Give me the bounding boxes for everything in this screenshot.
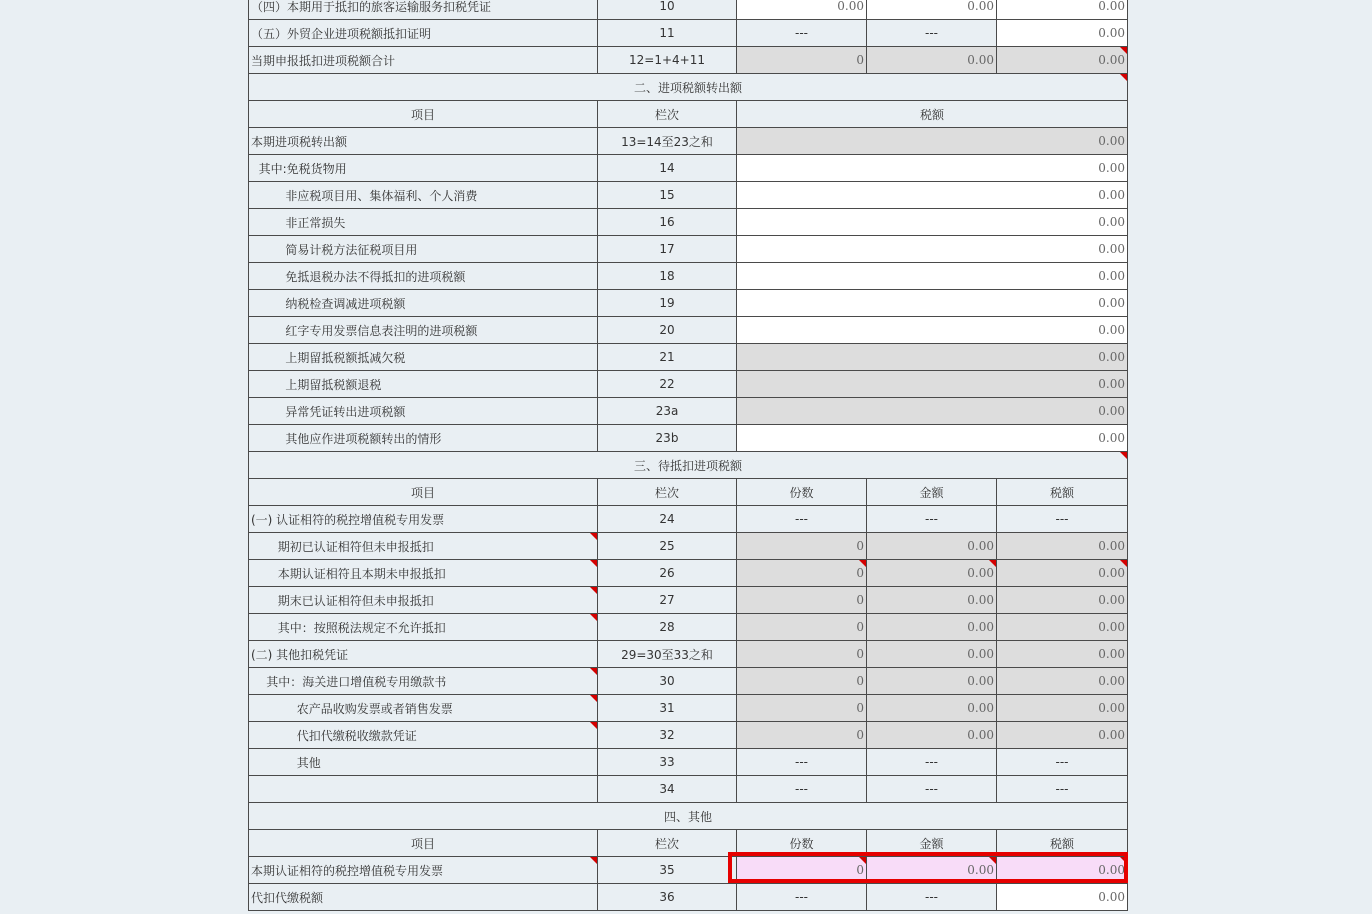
amount-input-cell[interactable]: 0.00: [867, 0, 997, 20]
row-label: （四）本期用于抵扣的旅客运输服务扣税凭证: [249, 0, 598, 20]
line-number: 32: [598, 722, 737, 749]
section-title: 二、进项税额转出额: [249, 74, 1128, 101]
row-label: 期初已认证相符但未申报抵扣: [249, 533, 598, 560]
line-number: 22: [598, 371, 737, 398]
header-row: [249, 479, 1128, 506]
row-label: 非应税项目用、集体福利、个人消费: [249, 182, 598, 209]
value-cell: 0.00: [867, 587, 997, 614]
value-cell: 0.00: [997, 560, 1128, 587]
header-row: [249, 101, 1128, 128]
column-header-item: 项目: [249, 101, 598, 128]
amount-input-cell[interactable]: 0.00: [737, 0, 867, 20]
table-row: [249, 155, 1128, 182]
line-number: 29=30至33之和: [598, 641, 737, 668]
value-cell: ---: [867, 776, 997, 803]
table-row: [249, 560, 1128, 587]
amount-input-cell[interactable]: 0.00: [737, 425, 1128, 452]
line-number: 10: [598, 0, 737, 20]
row-label: 其中:免税货物用: [249, 155, 598, 182]
line-number: 14: [598, 155, 737, 182]
table-row: [249, 47, 1128, 74]
line-number: 18: [598, 263, 737, 290]
value-cell: 0.00: [737, 128, 1128, 155]
column-header-item: 项目: [249, 479, 598, 506]
line-number: 15: [598, 182, 737, 209]
row-label: 期末已认证相符但未申报抵扣: [249, 587, 598, 614]
row-label: 异常凭证转出进项税额: [249, 398, 598, 425]
row-label: 非正常损失: [249, 209, 598, 236]
value-cell: 0: [737, 695, 867, 722]
row-label: 当期申报抵扣进项税额合计: [249, 47, 598, 74]
amount-input-cell[interactable]: 0.00: [867, 857, 997, 884]
amount-input-cell[interactable]: 0.00: [737, 209, 1128, 236]
line-number: 33: [598, 749, 737, 776]
row-label: 农产品收购发票或者销售发票: [249, 695, 598, 722]
value-cell: 0: [737, 722, 867, 749]
column-header: 税额: [997, 479, 1128, 506]
value-cell: 0.00: [737, 398, 1128, 425]
line-number: 21: [598, 344, 737, 371]
column-header: 税额: [997, 830, 1128, 857]
line-number: 30: [598, 668, 737, 695]
value-cell: 0.00: [867, 695, 997, 722]
value-cell: 0.00: [997, 668, 1128, 695]
amount-input-cell[interactable]: 0.00: [737, 263, 1128, 290]
amount-input-cell[interactable]: 0.00: [737, 155, 1128, 182]
table-row: [249, 425, 1128, 452]
value-cell: 0.00: [997, 587, 1128, 614]
line-number: 23b: [598, 425, 737, 452]
table-row: [249, 641, 1128, 668]
table-row: [249, 722, 1128, 749]
column-header-line: 栏次: [598, 101, 737, 128]
row-label: （五）外贸企业进项税额抵扣证明: [249, 20, 598, 47]
amount-input-cell[interactable]: 0.00: [737, 236, 1128, 263]
value-cell: ---: [737, 884, 867, 911]
vat-deduction-detail-table: [248, 0, 1128, 911]
value-cell: 0: [737, 614, 867, 641]
header-row: [249, 830, 1128, 857]
table-row: [249, 614, 1128, 641]
row-label: 其他: [249, 749, 598, 776]
value-cell: 0: [737, 668, 867, 695]
table-row: [249, 182, 1128, 209]
column-header: 金额: [867, 830, 997, 857]
value-cell: 0.00: [997, 47, 1128, 74]
table-row: [249, 587, 1128, 614]
section-row: [249, 452, 1128, 479]
line-number: 17: [598, 236, 737, 263]
value-cell: 0.00: [997, 533, 1128, 560]
line-number: 27: [598, 587, 737, 614]
line-number: 35: [598, 857, 737, 884]
row-label: 简易计税方法征税项目用: [249, 236, 598, 263]
line-number: 11: [598, 20, 737, 47]
table-row: [249, 749, 1128, 776]
value-cell: ---: [867, 20, 997, 47]
value-cell: ---: [997, 776, 1128, 803]
column-header: 金额: [867, 479, 997, 506]
amount-input-cell[interactable]: 0: [737, 857, 867, 884]
line-number: 13=14至23之和: [598, 128, 737, 155]
amount-input-cell[interactable]: 0.00: [997, 857, 1128, 884]
value-cell: 0.00: [997, 641, 1128, 668]
line-number: 36: [598, 884, 737, 911]
table-row: [249, 20, 1128, 47]
row-label: 本期认证相符的税控增值税专用发票: [249, 857, 598, 884]
table-row: [249, 371, 1128, 398]
value-cell: ---: [997, 506, 1128, 533]
table-row: [249, 344, 1128, 371]
table-row: [249, 317, 1128, 344]
row-label: 其中：按照税法规定不允许抵扣: [249, 614, 598, 641]
value-cell: ---: [737, 749, 867, 776]
value-cell: ---: [737, 776, 867, 803]
value-cell: 0.00: [997, 614, 1128, 641]
line-number: 28: [598, 614, 737, 641]
column-header-line: 栏次: [598, 479, 737, 506]
value-cell: 0.00: [867, 47, 997, 74]
value-cell: 0: [737, 560, 867, 587]
amount-input-cell[interactable]: 0.00: [737, 317, 1128, 344]
row-label: [249, 776, 598, 803]
row-label: 其中：海关进口增值税专用缴款书: [249, 668, 598, 695]
value-cell: 0.00: [737, 371, 1128, 398]
value-cell: 0.00: [867, 668, 997, 695]
line-number: 26: [598, 560, 737, 587]
line-number: 16: [598, 209, 737, 236]
table-row: [249, 209, 1128, 236]
line-number: 25: [598, 533, 737, 560]
table-row: [249, 506, 1128, 533]
row-label: 红字专用发票信息表注明的进项税额: [249, 317, 598, 344]
value-cell: 0.00: [867, 614, 997, 641]
amount-input-cell[interactable]: 0.00: [737, 290, 1128, 317]
row-label: 其他应作进项税额转出的情形: [249, 425, 598, 452]
value-cell: ---: [737, 506, 867, 533]
section-title: 四、其他: [249, 803, 1128, 830]
value-cell: ---: [867, 506, 997, 533]
row-label: 本期认证相符且本期未申报抵扣: [249, 560, 598, 587]
value-cell: ---: [867, 749, 997, 776]
amount-input-cell[interactable]: 0.00: [997, 20, 1128, 47]
column-header-item: 项目: [249, 830, 598, 857]
value-cell: 0: [737, 47, 867, 74]
value-cell: ---: [997, 749, 1128, 776]
value-cell: 0.00: [867, 641, 997, 668]
value-cell: 0: [737, 587, 867, 614]
amount-input-cell[interactable]: 0.00: [997, 884, 1128, 911]
table-row: [249, 533, 1128, 560]
value-cell: 0.00: [867, 533, 997, 560]
row-label: 代扣代缴税收缴款凭证: [249, 722, 598, 749]
row-label: (一) 认证相符的税控增值税专用发票: [249, 506, 598, 533]
line-number: 23a: [598, 398, 737, 425]
value-cell: 0: [737, 533, 867, 560]
line-number: 24: [598, 506, 737, 533]
column-header: 份数: [737, 479, 867, 506]
table-row: [249, 0, 1128, 20]
row-label: 上期留抵税额抵减欠税: [249, 344, 598, 371]
row-label: 代扣代缴税额: [249, 884, 598, 911]
value-cell: 0.00: [737, 344, 1128, 371]
line-number: 12=1+4+11: [598, 47, 737, 74]
value-cell: 0: [737, 641, 867, 668]
value-cell: 0.00: [997, 695, 1128, 722]
amount-input-cell[interactable]: 0.00: [997, 0, 1128, 20]
row-label: 本期进项税转出额: [249, 128, 598, 155]
section-row: [249, 803, 1128, 830]
row-label: 纳税检查调减进项税额: [249, 290, 598, 317]
row-label: 上期留抵税额退税: [249, 371, 598, 398]
row-label: (二) 其他扣税凭证: [249, 641, 598, 668]
table-row: [249, 776, 1128, 803]
value-cell: ---: [737, 20, 867, 47]
column-header: 份数: [737, 830, 867, 857]
section-title: 三、待抵扣进项税额: [249, 452, 1128, 479]
column-header-line: 栏次: [598, 830, 737, 857]
table-row: [249, 128, 1128, 155]
table-row: [249, 857, 1128, 884]
table-row: [249, 398, 1128, 425]
line-number: 34: [598, 776, 737, 803]
table-row: [249, 290, 1128, 317]
column-header: 税额: [737, 101, 1128, 128]
line-number: 31: [598, 695, 737, 722]
line-number: 19: [598, 290, 737, 317]
table-row: [249, 668, 1128, 695]
table-row: [249, 263, 1128, 290]
table-row: [249, 884, 1128, 911]
value-cell: 0.00: [867, 560, 997, 587]
table-row: [249, 236, 1128, 263]
table-row: [249, 695, 1128, 722]
value-cell: 0.00: [867, 722, 997, 749]
value-cell: 0.00: [997, 722, 1128, 749]
amount-input-cell[interactable]: 0.00: [737, 182, 1128, 209]
section-row: [249, 74, 1128, 101]
row-label: 免抵退税办法不得抵扣的进项税额: [249, 263, 598, 290]
line-number: 20: [598, 317, 737, 344]
value-cell: ---: [867, 884, 997, 911]
